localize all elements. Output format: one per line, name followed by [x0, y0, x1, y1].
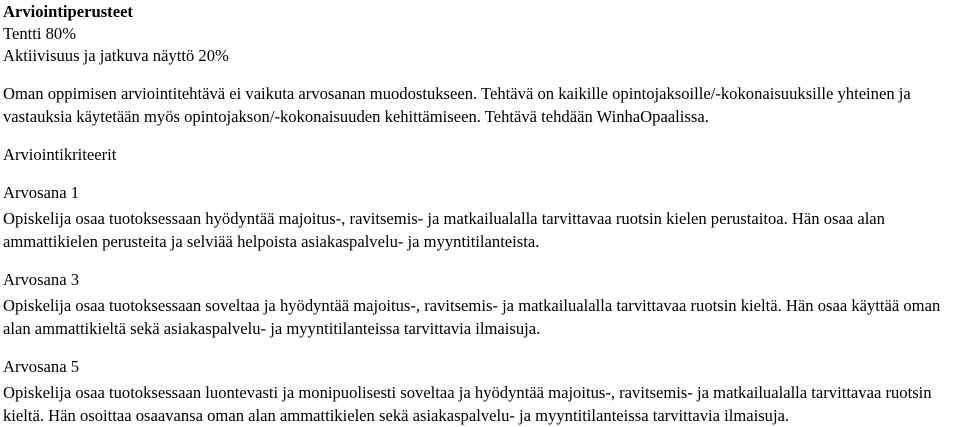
- grade-1-label: Arvosana 1: [3, 183, 80, 202]
- weight-activity: Aktiivisuus ja jatkuva näyttö 20%: [3, 46, 229, 65]
- grade-3-label: Arvosana 3: [3, 270, 80, 289]
- grade-5-label: Arvosana 5: [3, 357, 80, 376]
- grade-3-text: Opiskelija osaa tuotoksessaan soveltaa ja hyödyntää majoitus-, ravitsemis- ja matkailualalla tarvittavaa ruotsin kieltä. Hän osaa käyttää oman alan ammattikieltä sekä asiakaspalvelu- ja myyntitilanteissa tarvittavia ilmaisuja.: [3, 296, 941, 338]
- grade-5-text: Opiskelija osaa tuotoksessaan luontevasti ja monipuolisesti soveltaa ja hyödyntää majoitus-, ravitsemis- ja matkailualalla tarvittavaa ruotsin kieltä. Hän osoittaa osaavansa oman alan ammattikielen sekä asiakaspalvelu- ja myyntitilanteissa tarvittavia ilmaisuja.: [3, 383, 932, 425]
- criteria-heading: Arviointikriteerit: [3, 145, 117, 164]
- intro-paragraph: Oman oppimisen arviointitehtävä ei vaikuta arvosanan muodostukseen. Tehtävä on kaikille opintojaksoille/-kokonaisuuksille yhteinen ja vastauksia käytetään myös opintojakson/-kokonaisuuden kehittämiseen. Tehtävä tehdään WinhaOpaalissa.: [3, 84, 911, 126]
- document-body: [3, 0, 955, 427]
- section-heading: Arviointiperusteet: [3, 2, 133, 21]
- grade-1-text: Opiskelija osaa tuotoksessaan hyödyntää majoitus-, ravitsemis- ja matkailualalla tarvittavaa ruotsin kielen perustaitoa. Hän osaa alan ammattikielen perusteita ja selviää helpoista asiakaspalvelu- ja myyntitilanteista.: [3, 209, 885, 251]
- weight-exam: Tentti 80%: [3, 24, 77, 43]
